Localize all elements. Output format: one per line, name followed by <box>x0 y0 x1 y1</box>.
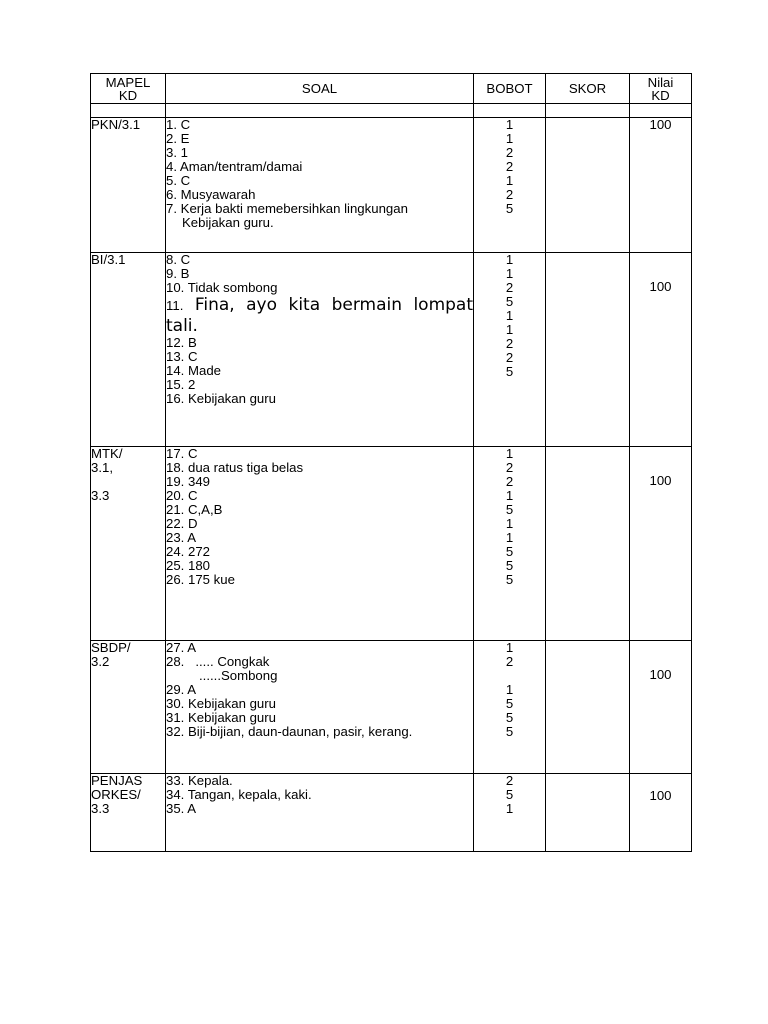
answer-line: 2. E <box>166 131 190 146</box>
header-nilai-kd-label: KD <box>651 87 670 103</box>
answer-line: 5. C <box>166 173 191 188</box>
section-row-sbdp <box>91 641 692 774</box>
answer-line: 31. Kebijakan guru <box>166 710 276 725</box>
nilai-cell: 100 <box>630 641 692 774</box>
bobot-cell: 1 2 1 5 5 5 <box>474 641 546 774</box>
header-nilai-kd <box>630 74 692 104</box>
answer-line: 3. 1 <box>166 145 188 160</box>
answer-line-large: 11. Fina, ayo kita bermain lompat tali. <box>166 295 474 336</box>
answer-line: 14. Made <box>166 363 221 378</box>
header-nilai-label: Nilai <box>647 74 674 90</box>
answer-line: Kebijakan guru. <box>182 215 274 230</box>
answer-line: 28. ..... Congkak <box>166 654 270 669</box>
soal-cell <box>166 774 474 852</box>
mapel-cell: SBDP/ 3.2 <box>91 641 166 774</box>
answer-line: 26. 175 kue <box>166 572 235 587</box>
answer-line: 23. A <box>166 530 197 545</box>
answer-line: 22. D <box>166 516 198 531</box>
mapel-cell: MTK/ 3.1, 3.3 <box>91 447 166 641</box>
section-row-pkn <box>91 118 692 253</box>
header-bobot: BOBOT <box>474 74 546 104</box>
header-soal: SOAL <box>166 74 474 104</box>
bobot-cell: 2 5 1 <box>474 774 546 852</box>
bobot-cell: 1 2 2 1 5 1 1 5 5 5 <box>474 447 546 641</box>
bobot-cell: 1 1 2 5 1 1 2 2 5 <box>474 253 546 447</box>
answer-line: 34. Tangan, kepala, kaki. <box>166 787 312 802</box>
answer-line: 9. B <box>166 266 190 281</box>
answer-line: 25. 180 <box>166 558 210 573</box>
nilai-cell: 100 <box>630 447 692 641</box>
nilai-cell: 100 <box>630 774 692 852</box>
soal-cell <box>166 253 474 447</box>
section-row-bi <box>91 253 692 447</box>
header-kd-label: KD <box>118 87 138 103</box>
header-mapel-kd <box>91 74 166 104</box>
header-skor: SKOR <box>546 74 630 104</box>
soal-cell <box>166 447 474 641</box>
answer-line: 13. C <box>166 349 198 364</box>
nilai-cell: 100 <box>630 118 692 253</box>
mapel-cell: PENJAS ORKES/ 3.3 <box>91 774 166 852</box>
answer-line: 32. Biji-bijian, daun-daunan, pasir, kerang. <box>166 724 413 739</box>
nilai-cell: 100 <box>630 253 692 447</box>
section-row-mtk <box>91 447 692 641</box>
header-mapel-label: MAPEL <box>105 74 151 90</box>
answer-line: 8. C <box>166 252 191 267</box>
answer-line: 4. Aman/tentram/damai <box>166 159 303 174</box>
section-row-penjas <box>91 774 692 852</box>
answer-line: 29. A <box>166 682 197 697</box>
spacer-row <box>91 104 692 118</box>
skor-cell <box>546 774 630 852</box>
skor-cell <box>546 253 630 447</box>
skor-cell <box>546 641 630 774</box>
soal-cell <box>166 641 474 774</box>
answer-line: 16. Kebijakan guru <box>166 391 276 406</box>
answer-line: 33. Kepala. <box>166 773 233 788</box>
soal-cell <box>166 118 474 253</box>
mapel-cell: BI/3.1 <box>91 253 166 447</box>
answer-line: 6. Musyawarah <box>166 187 256 202</box>
answer-line: 19. 349 <box>166 474 210 489</box>
skor-cell <box>546 447 630 641</box>
answer-line: 17. C <box>166 446 198 461</box>
answer-key-table <box>90 73 692 852</box>
answer-line: 15. 2 <box>166 377 196 392</box>
bobot-cell: 1 1 2 2 1 2 5 <box>474 118 546 253</box>
answer-line: 18. dua ratus tiga belas <box>166 460 304 475</box>
answer-line: 20. C <box>166 488 198 503</box>
answer-line: 10. Tidak sombong <box>166 280 278 295</box>
answer-line: ......Sombong <box>199 668 278 683</box>
answer-line: 27. A <box>166 640 197 655</box>
skor-cell <box>546 118 630 253</box>
answer-line: 21. C,A,B <box>166 502 223 517</box>
answer-line: 12. B <box>166 335 197 350</box>
answer-line: 35. A <box>166 801 197 816</box>
answer-line: 7. Kerja bakti memebersihkan lingkungan <box>166 201 408 216</box>
mapel-cell: PKN/3.1 <box>91 118 166 253</box>
answer-line: 30. Kebijakan guru <box>166 696 276 711</box>
header-row <box>91 74 692 104</box>
answer-line: 1. C <box>166 117 191 132</box>
answer-line: 24. 272 <box>166 544 210 559</box>
